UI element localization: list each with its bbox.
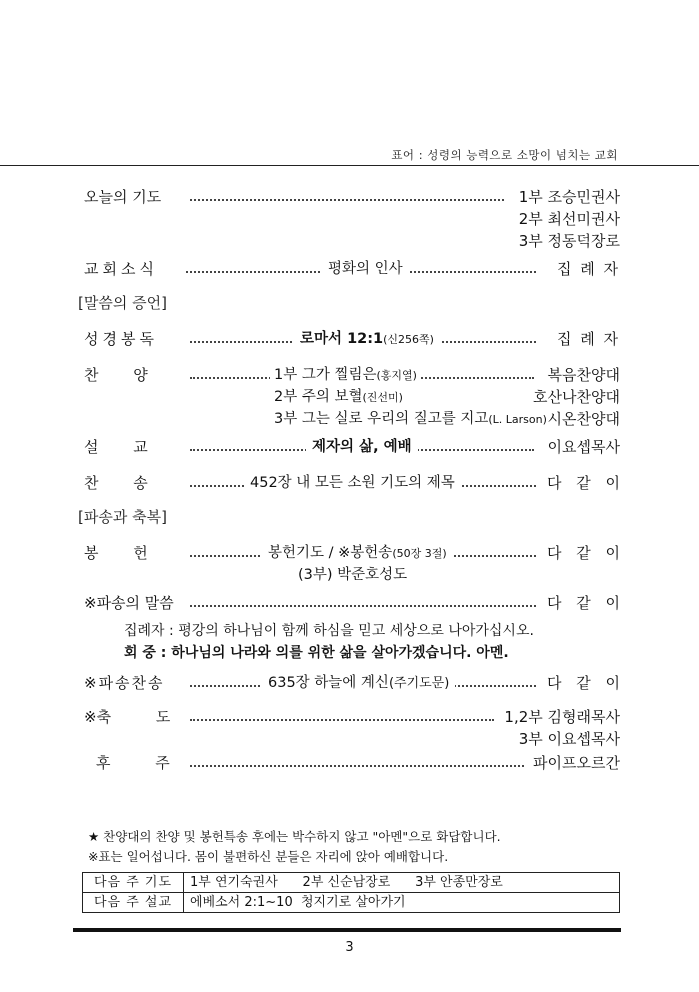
sermon-row [0,436,699,458]
offering-title: 봉헌기도 / ※봉헌송 [268,545,393,561]
note-applause: ★ 찬양대의 찬양 및 봉헌특송 후에는 박수하지 않고 "아멘"으로 화답합니다. [88,829,501,844]
anthem-choir-2: 호산나찬양대 [533,388,620,406]
header-divider [0,165,699,166]
table-row [83,893,620,913]
anthem-item-1 [270,364,421,387]
reading-leader: 집 례 자 [556,330,620,348]
benediction-row [0,706,699,728]
benediction-label: ※축 도 [84,708,171,726]
news-row [0,258,699,280]
anthem-composer: (홍지열) [376,369,417,382]
offering-hymn-ref: (50장 3절) [392,547,447,560]
sermon-preacher: 이요셉목사 [547,438,620,456]
sermon-label: 설 교 [84,438,148,456]
benediction-pastor-1: 1,2부 김형래목사 [504,708,620,726]
anthem-part: 3부 [274,411,298,427]
prayer-row-2 [0,208,699,230]
hymn-title: 452장 내 모든 소원 기도의 제목 [244,472,461,494]
offering-row [0,542,699,564]
anthem-row-3 [0,408,699,430]
benediction-row-2 [0,728,699,750]
anthem-composer: (진선미) [362,391,403,404]
postlude-row [0,752,699,774]
prayer-row-3 [0,230,699,252]
anthem-label: 찬 양 [84,366,148,384]
prayer-leader-3: 3부 정동덕장로 [518,232,620,250]
prayer-label: 오늘의 기도 [84,188,162,206]
reading-scripture: 로마서 12:1 [300,331,384,347]
reading-page: (신256쪽) [383,333,434,346]
anthem-choir-3: 시온찬양대 [547,410,620,428]
next-week-table [82,872,620,913]
next-prayer-label: 다음 주 기도 [83,873,184,893]
reading-label: 성경봉독 [84,330,158,348]
section-send: [파송과 축복] [78,508,167,526]
hymn-leader: 다 같 이 [546,474,625,492]
anthem-item-3 [274,408,547,431]
anthem-title: 그는 실로 우리의 질고를 지고 [301,411,489,427]
anthem-row-1 [0,364,699,386]
news-center: 평화의 인사 [322,258,409,280]
next-sermon-value: 에베소서 2:1~10 청지기로 살아가기 [184,893,620,913]
news-label: 교회소식 [84,260,158,278]
page-number: 3 [345,940,354,955]
offering-soloist: (3부) 박준호성도 [298,567,408,583]
sending-hymn-leader: 다 같 이 [546,674,625,692]
note-standing: ※표는 일어섭니다. 몸이 불편하신 분들은 자리에 앉아 예배합니다. [88,849,449,864]
table-row [83,873,620,893]
sending-word-row [0,592,699,614]
reading-center [294,328,440,351]
offering-center [262,542,453,565]
sermon-title: 제자의 삶, 예배 [306,436,418,458]
prayer-leader-2: 2부 최선미권사 [518,210,620,228]
footer-divider [73,928,621,932]
anthem-choir-1: 복음찬양대 [547,366,620,384]
postlude-leader: 파이프오르간 [533,754,620,772]
anthem-part: 2부 [274,389,298,405]
next-prayer-value: 1부 연기숙권사 2부 신순남장로 3부 안종만장로 [184,873,620,893]
benediction-pastor-2: 3부 이요셉목사 [518,730,620,748]
offering-leader: 다 같 이 [546,544,625,562]
prayer-leader-1: 1부 조승민권사 [518,188,620,206]
church-motto: 표어 : 성령의 능력으로 소망이 넘치는 교회 [391,148,618,162]
leader-dots [190,765,524,767]
sending-hymn-label: ※파송찬송 [84,674,165,692]
sending-hymn-note: (주기도문) [388,676,450,691]
sending-word-leader: 다 같 이 [546,594,625,612]
hymn-label: 찬 송 [84,474,148,492]
leader-dots [190,719,494,721]
officiant-line: 집례자 : 평강의 하나님이 함께 하심을 믿고 세상으로 나아가십시오. [124,623,534,639]
offering-label: 봉 헌 [84,544,148,562]
leader-dots [190,199,504,201]
sending-hymn-row [0,672,699,694]
hymn-row [0,472,699,494]
prayer-row [0,186,699,208]
sending-hymn-title: 635장 하늘에 계신 [268,675,389,691]
sending-hymn-center [262,672,455,695]
anthem-title: 주의 보혈 [301,389,363,405]
anthem-composer: (L. Larson) [488,413,547,426]
anthem-item-2 [274,386,403,409]
section-word: [말씀의 증언] [78,294,167,312]
congregation-line: 회 중 : 하나님의 나라와 의를 위한 삶을 살아가겠습니다. 아멘. [124,645,509,661]
news-leader: 집 례 자 [556,260,620,278]
anthem-title: 그가 찔림은 [301,367,377,383]
postlude-label: 후 주 [96,754,170,772]
anthem-row-2 [0,386,699,408]
reading-row [0,328,699,350]
leader-dots [190,605,536,607]
sending-word-label: ※파송의 말씀 [84,594,174,612]
anthem-part: 1부 [274,367,298,383]
next-sermon-label: 다음 주 설교 [83,893,184,913]
